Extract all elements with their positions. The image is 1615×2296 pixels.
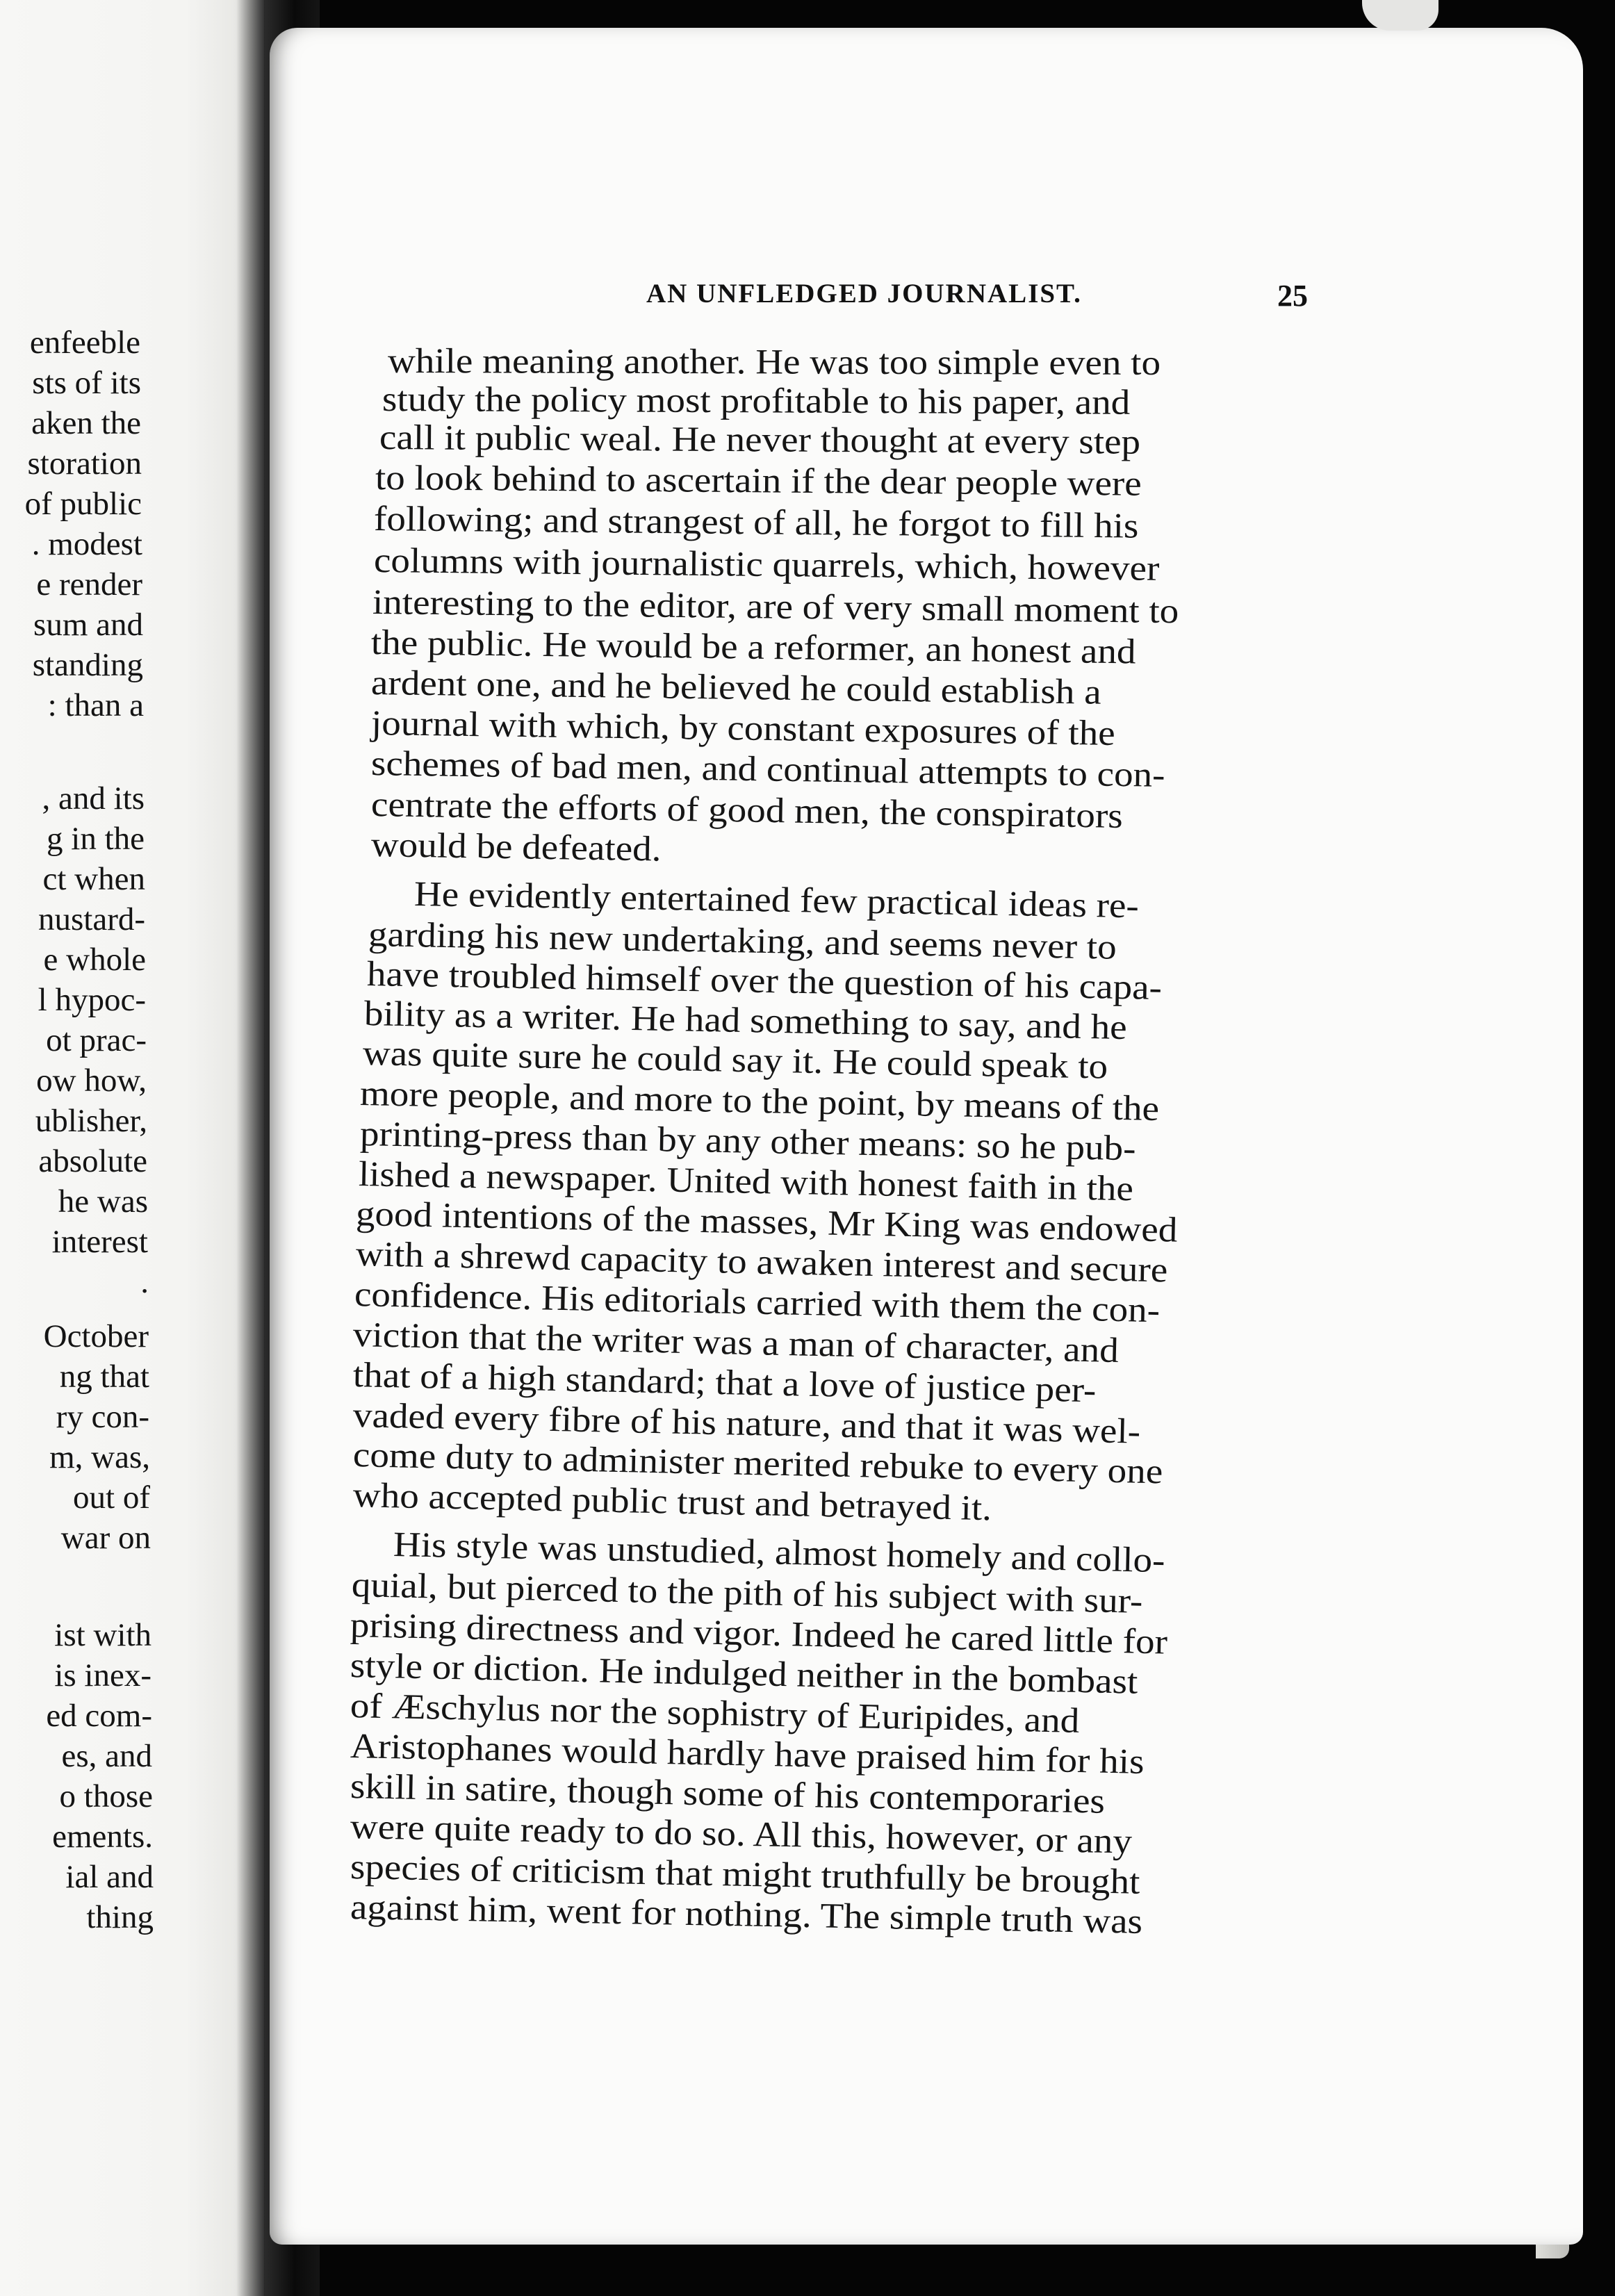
left-page-line: interest bbox=[51, 1224, 148, 1260]
text-line: confidence. His editorials carried with them the con- bbox=[354, 1275, 1161, 1331]
left-page-line: he was bbox=[58, 1183, 148, 1220]
left-page-line: of public bbox=[24, 486, 142, 522]
text-line: to look behind to ascertain if the dear people were bbox=[375, 459, 1142, 504]
left-page-line: sum and bbox=[33, 607, 143, 643]
text-line: have troubled himself over the question of his capa- bbox=[366, 955, 1163, 1008]
text-line: that of a high standard; that a love of justice per- bbox=[352, 1356, 1097, 1411]
left-page-line: ed com- bbox=[46, 1698, 152, 1734]
left-page-line: aken the bbox=[31, 405, 141, 441]
text-line: more people, and more to the point, by means of the bbox=[359, 1074, 1160, 1129]
left-page-line: g in the bbox=[47, 821, 145, 857]
text-line: journal with which, by constant exposures of the bbox=[370, 704, 1116, 753]
text-line: species of criticism that might truthfully be brought bbox=[350, 1848, 1140, 1902]
text-line: lished a newspaper. United with honest faith in the bbox=[358, 1155, 1134, 1209]
text-line: vaded every fibre of his nature, and that it was wel- bbox=[352, 1396, 1141, 1452]
text-line: the public. He would be a reformer, an honest and bbox=[370, 623, 1136, 672]
text-line: with a shrewd capacity to awaken interest and secure bbox=[355, 1235, 1168, 1290]
text-line: were quite ready to do so. All this, however, or any bbox=[350, 1807, 1133, 1862]
text-line: good intentions of the masses, Mr King was endowed bbox=[355, 1195, 1178, 1250]
left-page-line: storation bbox=[27, 445, 142, 482]
left-page-line: is inex- bbox=[54, 1657, 151, 1694]
text-line: interesting to the editor, are of very small moment to bbox=[372, 583, 1179, 632]
left-page-line: thing bbox=[86, 1899, 154, 1935]
left-page-line: : than a bbox=[47, 687, 144, 723]
left-page-line: October bbox=[43, 1318, 149, 1354]
left-page-line: . modest bbox=[31, 526, 142, 562]
left-page-line: ial and bbox=[65, 1859, 154, 1895]
text-line: of Æschylus nor the sophistry of Euripides, and bbox=[350, 1687, 1080, 1741]
left-page-line: ct when bbox=[42, 861, 145, 897]
text-line: prising directness and vigor. Indeed he cared little for bbox=[350, 1606, 1168, 1662]
left-page-line: nustard- bbox=[38, 901, 145, 937]
text-line: He evidently entertained few practical ideas re- bbox=[413, 875, 1140, 926]
text-line: who accepted public trust and betrayed it. bbox=[352, 1476, 992, 1529]
text-line: centrate the efforts of good men, the conspirators bbox=[370, 785, 1124, 836]
text-line: viction that the writer was a man of character, and bbox=[352, 1315, 1120, 1371]
left-page-line: e render bbox=[36, 566, 142, 602]
text-line: come duty to administer merited rebuke to every one bbox=[352, 1436, 1163, 1492]
left-page-line: . bbox=[140, 1264, 149, 1300]
page-number: 25 bbox=[1277, 279, 1308, 313]
left-page-line: standing bbox=[32, 647, 143, 683]
text-line: against him, went for nothing. The simple truth was bbox=[350, 1888, 1143, 1942]
left-page-line: , and its bbox=[42, 780, 145, 817]
text-line: would be defeated. bbox=[370, 826, 662, 869]
left-page-line: out of bbox=[73, 1479, 150, 1516]
left-page-line: absolute bbox=[38, 1143, 147, 1179]
left-page-line: l hypoc- bbox=[38, 982, 146, 1018]
text-line: ardent one, and he believed he could establish a bbox=[370, 664, 1102, 712]
text-line: His style was unstudied, almost homely and collo- bbox=[393, 1525, 1165, 1581]
left-page-line: ublisher, bbox=[35, 1103, 147, 1139]
text-line: Aristophanes would hardly have praised him for his bbox=[350, 1727, 1145, 1782]
text-line: was quite sure he could say it. He could speak to bbox=[362, 1034, 1108, 1087]
left-page-line: ow how, bbox=[36, 1063, 147, 1099]
left-page-line: m, was, bbox=[49, 1439, 150, 1475]
left-page-line: ng that bbox=[59, 1359, 149, 1395]
left-page-line: e whole bbox=[43, 942, 146, 978]
text-line: quial, but pierced to the pith of his subject with sur- bbox=[351, 1566, 1143, 1621]
left-page-line: ist with bbox=[54, 1617, 151, 1653]
text-line: columns with journalistic quarrels, which, however bbox=[373, 541, 1160, 589]
text-line: call it public weal. He never thought at every step bbox=[379, 418, 1141, 462]
left-page-line: es, and bbox=[61, 1738, 152, 1774]
text-line: while meaning another. He was too simple even to bbox=[387, 342, 1161, 383]
left-page-line: ot prac- bbox=[46, 1022, 147, 1058]
text-line: style or diction. He indulged neither in the bombast bbox=[350, 1646, 1138, 1702]
text-line: bility as a writer. He had something to say, and he bbox=[363, 994, 1128, 1048]
text-line: garding his new undertaking, and seems never to bbox=[368, 915, 1117, 967]
left-page-line: ements. bbox=[52, 1819, 153, 1855]
left-page-line: war on bbox=[60, 1520, 151, 1556]
text-line: following; and strangest of all, he forgot to fill his bbox=[373, 500, 1139, 546]
left-page-line: o those bbox=[59, 1778, 153, 1814]
text-line: study the policy most profitable to his paper, and bbox=[382, 380, 1131, 423]
left-page-line: sts of its bbox=[32, 365, 141, 401]
text-line: skill in satire, though some of his contemporaries bbox=[350, 1767, 1106, 1821]
left-page-line: enfeeble bbox=[29, 325, 140, 361]
running-head: AN UNFLEDGED JOURNALIST. bbox=[646, 279, 1082, 309]
left-page-line: ry con- bbox=[56, 1399, 149, 1435]
text-line: schemes of bad men, and continual attempts to con- bbox=[370, 744, 1165, 795]
text-line: printing-press than by any other means: so he pub- bbox=[359, 1115, 1137, 1169]
